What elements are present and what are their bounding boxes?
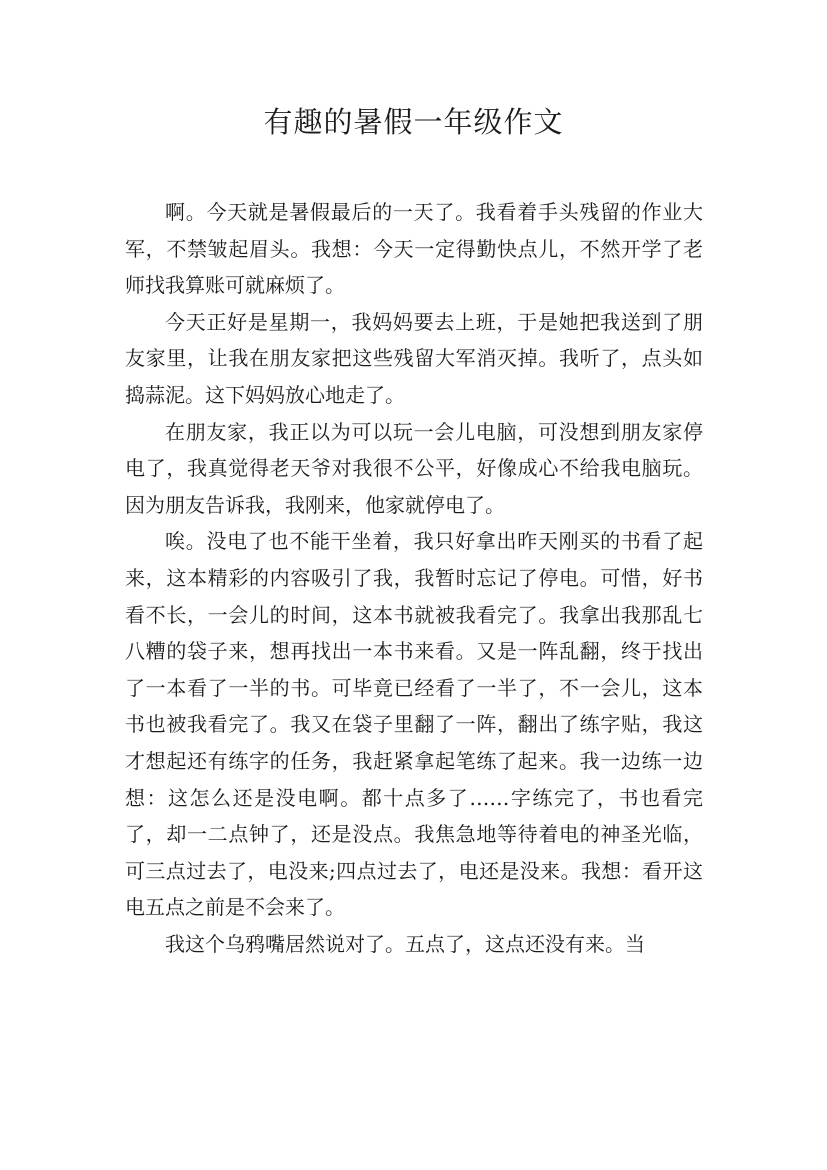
paragraph-2: 今天正好是星期一，我妈妈要去上班，于是她把我送到了朋友家里，让我在朋友家把这些残留大军消灭掉。我听了，点头如捣蒜泥。这下妈妈放心地走了。 (125, 309, 703, 407)
paragraph-5: 我这个乌鸦嘴居然说对了。五点了，这点还没有来。当 (165, 931, 645, 956)
paragraph-4: 唉。没电了也不能干坐着，我只好拿出昨天刚买的书看了起来，这本精彩的内容吸引了我，我暂时忘记了停电。可惜，好书看不长，一会儿的时间，这本书就被我看完了。我拿出我那乱七八糟的袋子来，想再找出一本书来看。又是一阵乱翻，终于找出了一本看了一半的书。可毕竟已经看了一半了，不一会儿，这本书也被我看完了。我又在袋子里翻了一阵，翻出了练字贴，我这才想起还有练字的任务，我赶紧拿起笔练了起来。我一边练一边想：这怎么还是没电啊。都十点多了……字练完了，书也看完了，却一二点钟了，还是没点。我焦急地等待着电的神圣光临，可三点过去了，电没来;四点过去了，电还是没来。我想：看开这电五点之前是不会来了。 (125, 529, 703, 920)
document-body (125, 194, 703, 962)
paragraph-3: 在朋友家，我正以为可以玩一会儿电脑，可没想到朋友家停电了，我真觉得老天爷对我很不公平，好像成心不给我电脑玩。因为朋友告诉我，我刚来，他家就停电了。 (125, 419, 703, 517)
paragraph-1: 啊。今天就是暑假最后的一天了。我看着手头残留的作业大军，不禁皱起眉头。我想：今天一定得勤快点儿，不然开学了老师找我算账可就麻烦了。 (125, 200, 703, 298)
document-title: 有趣的暑假一年级作文 (263, 105, 564, 139)
